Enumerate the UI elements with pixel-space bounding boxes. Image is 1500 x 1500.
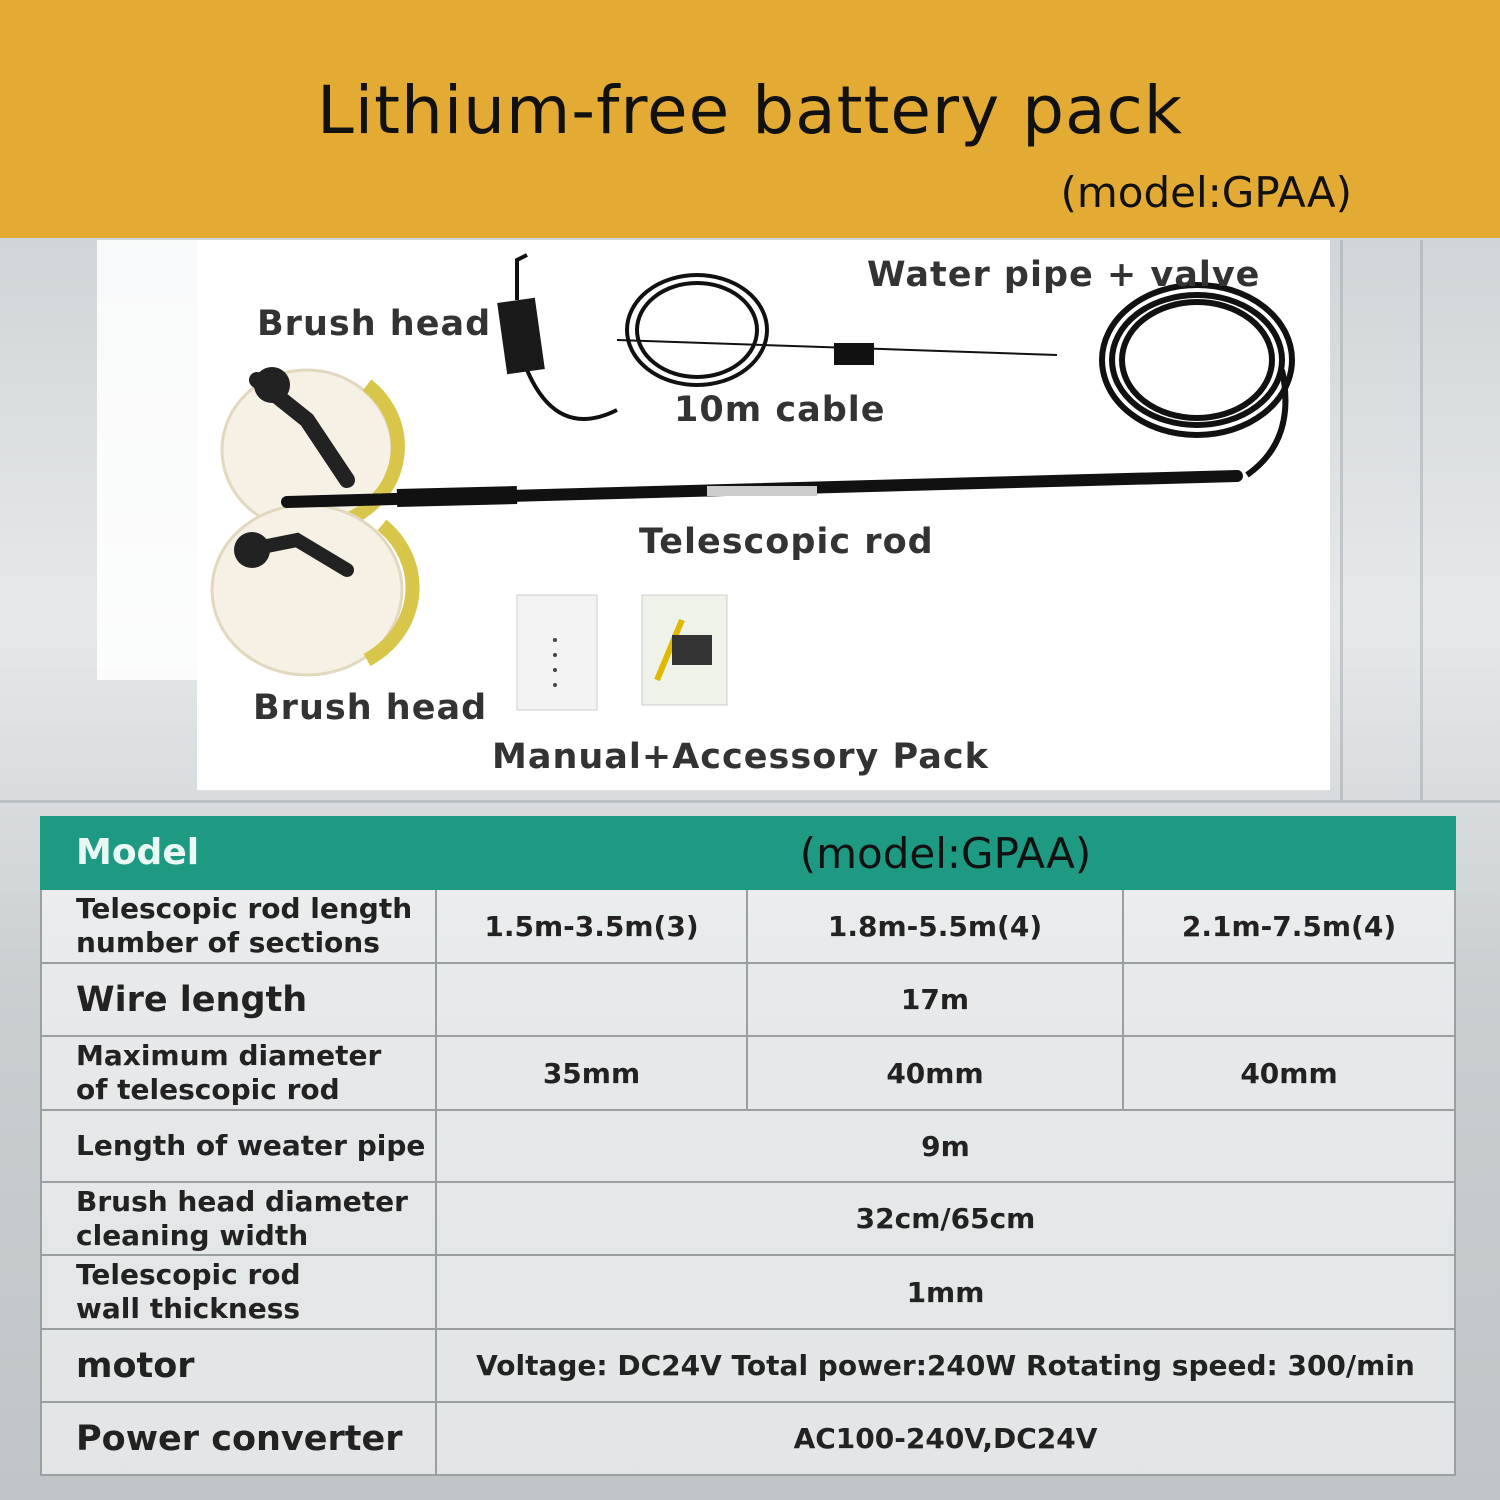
wire-length-value: 17m <box>747 963 1123 1036</box>
empty-cell <box>1123 963 1455 1036</box>
photo-backdrop <box>97 240 197 680</box>
table-row <box>41 1110 1455 1182</box>
wall-thickness-label-line2: wall thickness <box>76 1292 301 1325</box>
label-brush-head-bottom: Brush head <box>253 688 488 728</box>
max-diameter-value: 40mm <box>747 1036 1123 1110</box>
water-pipe-illustration <box>617 285 1292 475</box>
pipe-length-label: Length of weater pipe <box>41 1110 436 1182</box>
rod-length-label <box>41 889 436 963</box>
brush-diameter-label-line1: Brush head diameter <box>76 1184 408 1218</box>
power-converter-label: Power converter <box>41 1402 436 1475</box>
pipe-length-value: 9m <box>436 1110 1455 1182</box>
table-row <box>41 963 1455 1036</box>
background-line <box>1340 240 1343 800</box>
rod-length-value: 1.5m-3.5m(3) <box>436 889 747 963</box>
label-cable: 10m cable <box>674 390 886 430</box>
motor-label: motor <box>41 1329 436 1402</box>
table-header-row <box>41 817 1455 889</box>
spec-table <box>40 816 1456 1476</box>
background-line <box>0 800 1500 803</box>
wire-length-label: Wire length <box>41 963 436 1036</box>
rod-length-value: 1.8m-5.5m(4) <box>747 889 1123 963</box>
brush-diameter-value: 32cm/65cm <box>436 1182 1455 1255</box>
background-line <box>1420 240 1423 800</box>
product-photo <box>197 240 1330 790</box>
accessory-pack-illustration <box>642 595 727 705</box>
title-banner <box>0 0 1500 238</box>
table-row <box>41 1329 1455 1402</box>
table-row <box>41 1182 1455 1255</box>
label-telescopic-rod: Telescopic rod <box>639 522 934 562</box>
table-row <box>41 1402 1455 1475</box>
brush-diameter-label-line2: cleaning width <box>76 1218 309 1252</box>
motor-value: Voltage: DC24V Total power:240W Rotating speed: 300/min <box>436 1329 1455 1402</box>
rod-length-value: 2.1m-7.5m(4) <box>1123 889 1455 963</box>
table-row <box>41 1255 1455 1329</box>
label-brush-head-top: Brush head <box>257 304 492 344</box>
rod-length-label-line1: Telescopic rod length <box>76 892 413 926</box>
page-title: Lithium-free battery pack <box>317 72 1183 149</box>
table-row <box>41 889 1455 963</box>
brush-diameter-label <box>41 1182 436 1255</box>
max-diameter-value: 40mm <box>1123 1036 1455 1110</box>
power-converter-value: AC100-240V,DC24V <box>436 1402 1455 1475</box>
model-label: Model <box>41 817 436 889</box>
max-diameter-label-line2: of telescopic rod <box>76 1073 340 1106</box>
wall-thickness-label-line1: Telescopic rod <box>76 1258 301 1292</box>
wall-thickness-label <box>41 1255 436 1329</box>
max-diameter-value: 35mm <box>436 1036 747 1110</box>
table-row <box>41 1036 1455 1110</box>
telescopic-rod-illustration <box>287 476 1237 502</box>
wall-thickness-value: 1mm <box>436 1255 1455 1329</box>
label-manual-pack: Manual+Accessory Pack <box>492 737 989 777</box>
rod-length-label-line2: number of sections <box>76 926 380 959</box>
model-subtitle: (model:GPAA) <box>1060 168 1352 217</box>
model-value: (model:GPAA) <box>436 817 1455 889</box>
empty-cell <box>436 963 747 1036</box>
label-water-pipe: Water pipe + valve <box>867 255 1261 295</box>
brush-head-bottom-illustration <box>212 505 413 675</box>
max-diameter-label <box>41 1036 436 1110</box>
max-diameter-label-line1: Maximum diameter <box>76 1039 382 1073</box>
manual-illustration <box>517 595 597 710</box>
